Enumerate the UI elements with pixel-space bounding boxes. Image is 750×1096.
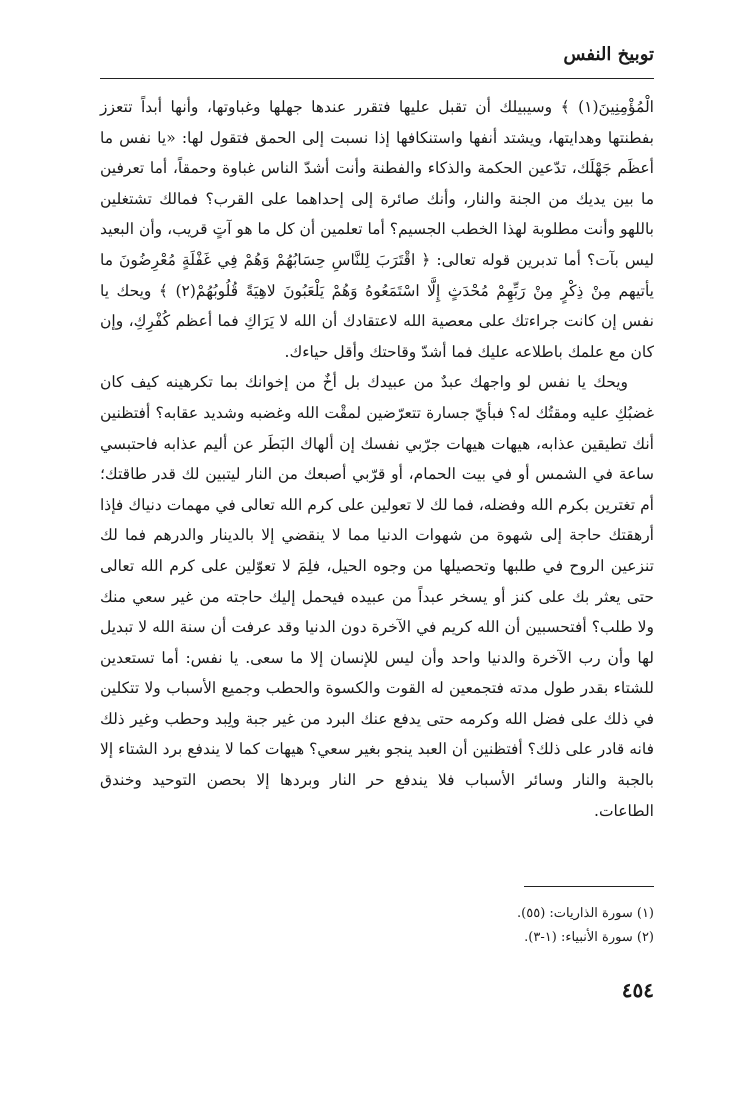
- page-number: ٤٥٤: [621, 978, 654, 1002]
- paragraph: ويحك يا نفس لو واجهك عبدٌ من عبيدك بل أخٌ من إخوانك بما تكرهينه كيف كان غضبُكِ عليه ومقتُك له؟ فبأيّ جسارة تتعرّضين لمقْت الله وغضبه وشديد عقابه؟ أفتظنين أنك تطيقين عذابه، هيهات هيهات جرّبي نفسك إن ألهاك البَطَر عن أليم عذابه فاحتبسي ساعة في الشمس أو في بيت الحمام، أو قرّبي أصبعك من النار ليتبين لك قدر طاقتك؛ أم تغترين بكرم الله وفضله، فما لك لا تعولين على كرم الله تعالى في مهمات دنياك فإذا أرهقتك حاجة إلى شهوة من شهوات الدنيا مما لا ينقضي إلا بالدينار والدرهم فما لك تنزعين الروح في طلبها وتحصيلها من وجوه الحيل، فلِمَ لا تعوّلين على كرم الله تعالى حتى يعثر بك على كنز أو يسخر عبداً من عبيده فيحمل إليك حاجته من غير سعي منك ولا طلب؟ أفتحسبين أن الله كريم في الآخرة دون الدنيا وقد عرفت أن سنة الله لا تبديل لها وأن رب الآخرة والدنيا واحد وأن ليس للإنسان إلا ما سعى. يا نفس: أما تستعدين للشتاء بقدر طول مدته فتجمعين له القوت والكسوة والحطب وجميع الأسباب ولا تتكلين في ذلك على فضل الله وكرمه حتى يدفع عنك البرد من غير جبة ولِبد وحطب وغير ذلك فانه قادر على ذلك؟ أفتظنين أن العبد ينجو بغير سعي؟ هيهات كما لا يندفع برد الشتاء إلا بالجبة والنار وسائر الأسباب فلا يندفع حر النار وبردها إلا بحصن التوحيد وخندق الطاعات.: [100, 373, 654, 820]
- header-divider: [100, 78, 654, 79]
- footnote-divider: [524, 886, 654, 887]
- running-header-title: توبيخ النفس: [563, 44, 654, 65]
- footnotes: [100, 902, 654, 950]
- footnote: (٢) سورة الأنبياء: (١-٣).: [524, 930, 654, 945]
- main-text: [100, 92, 654, 826]
- footnote: (١) سورة الذاريات: (٥٥).: [517, 906, 654, 921]
- paragraph: الْمُؤْمِنِينَ(١) ﴾ وسيبيلك أن تقبل عليها فتقرر عندها جهلها وغباوتها، وأنها أبداً تتعزز بفطنتها وهدايتها، ويشتد أنفها واستنكافها إذا نسبت إلى الحمق فتقول لها: «يا نفس ما أعظَم جَهْلَك، تدّعين الحكمة والذكاء والفطنة وأنت أشدّ الناس غباوة وحمقاً، أما تعرفين ما بين يديك من الجنة والنار، وأنك صائرة إلى إحداهما على القرب؟ فمالك تشتغلين باللهو وأنت مطلوبة لهذا الخطب الجسيم؟ أما تعلمين أن كل ما هو آتٍ قريب، وأن البعيد ليس بآت؟ أما تدبرين قوله تعالى: ﴿ اقْتَرَبَ لِلنَّاسِ حِسَابُهُمْ وَهُمْ فِي غَفْلَةٍ مُعْرِضُونَ ما يأتيهم مِنْ ذِكْرٍ مِنْ رَبِّهِمْ مُحْدَثٍ إِلَّا اسْتَمَعُوهُ وَهُمْ يَلْعَبُونَ لاهِيَةً قُلُوبُهُمْ(٢) ﴾ ويحك يا نفس إن كانت جراءتك على معصية الله لاعتقادك أن الله لا يَرَاكِ فما أعظم كُفْرِكِ، وإن كان مع علمك باطلاعه عليك فما أشدّ وقاحتك وأقل حياءك.: [100, 98, 654, 361]
